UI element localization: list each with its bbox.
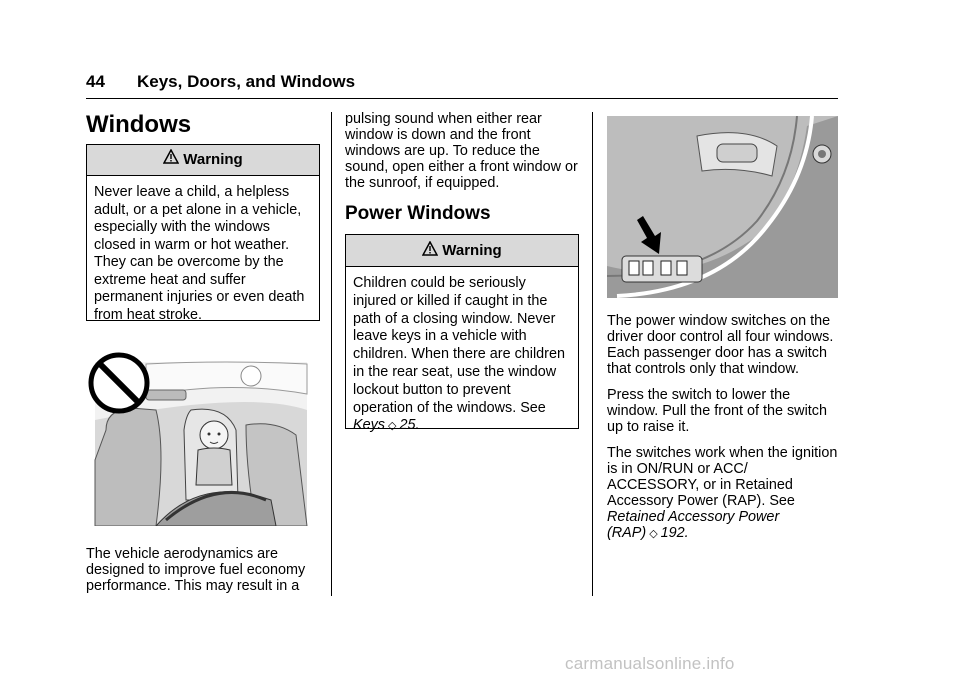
footer-watermark: carmanualsonline.info [565, 654, 735, 673]
warning-box-child-heat [86, 144, 320, 321]
page-reference-icon: ◇ [388, 420, 397, 433]
page-reference-icon: ◇ [649, 528, 658, 540]
rap-reference-page[interactable]: 192. [660, 525, 689, 541]
warning-title: Warning [183, 151, 243, 168]
ignition-paragraph: The switches work when the ignition is in ON/RUN or ACC/ ACCESSORY, or in Retained Accessory Power (RAP). See [607, 445, 838, 509]
warning-triangle-icon [163, 145, 179, 175]
warning-text: Never leave a child, a helpless adult, or a pet alone in a vehicle, especially with the windows closed in warm or hot weather. They can be overcome by the extreme heat and suffer permanent injuries or even death from heat stroke. [94, 184, 305, 323]
warning-header [87, 145, 319, 176]
child-in-vehicle-illustration [86, 350, 308, 526]
column-divider-right [592, 112, 593, 596]
power-windows-heading: Power Windows [345, 203, 491, 224]
warning-box-closing-window [345, 234, 579, 434]
warning-text-body: Children could be seriously injured or killed if caught in the path of a closing window. Never leave keys in a vehicle with children. When there are children in the rear seat, use the window lockout button to prevent operation of the windows. See [353, 275, 565, 416]
keys-reference-page[interactable]: 25. [399, 417, 420, 434]
rap-reference [607, 509, 842, 542]
page-number: 44 [86, 72, 105, 91]
warning-header [346, 235, 578, 267]
column-divider-left [331, 112, 332, 596]
right-column-text [607, 313, 842, 542]
keys-reference-link[interactable]: Keys [353, 417, 385, 434]
rap-reference-link[interactable]: Retained Accessory Power (RAP) [607, 509, 780, 541]
warning-title: Warning [442, 242, 502, 259]
driver-door-switches-illustration [607, 116, 838, 298]
aerodynamics-paragraph: The vehicle aerodynamics are designed to improve fuel economy performance. This may result in a [86, 546, 306, 594]
windows-heading: Windows [86, 111, 192, 138]
section-title: Keys, Doors, and Windows [137, 72, 356, 91]
warning-text [346, 267, 578, 442]
switches-control-paragraph: The power window switches on the driver door control all four windows. Each passenger door has a switch that controls only that window. [607, 313, 834, 377]
pulsing-sound-paragraph: pulsing sound when either rear window is down and the front windows are up. To reduce the sound, open either a front window or the sunroof, if equipped. [345, 111, 578, 191]
press-switch-paragraph: Press the switch to lower the window. Pull the front of the switch up to raise it. [607, 387, 827, 435]
warning-triangle-icon [422, 236, 438, 267]
header-rule [86, 98, 838, 99]
